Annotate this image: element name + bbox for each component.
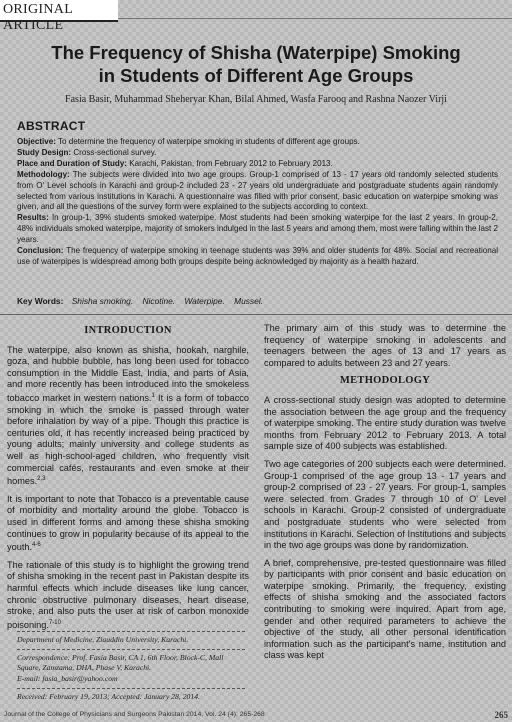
intro-paragraph-3: The rationale of this study is to highlight the growing trend of shisha smoking in the recent past in Pakistan despite its harmful effects which include diseases like lung cancer, chronic obstructive pulmonary diseases, heart disease, stroke, and also puts the user at risk of carbon monoxide poisoning.$^{7-10}$ [7,559,249,630]
article-title [0,41,512,87]
author-list: Fasia Basir, Muhammad Sheheryar Khan, Bilal Ahmed, Wasfa Farooq and Rashna Naozer Virji [65,94,447,105]
keyword-item: Mussel. [234,296,263,306]
section-label: ORIGINAL ARTICLE [3,2,73,33]
introduction-heading: INTRODUCTION [84,325,172,336]
footnote-divider [17,688,245,689]
keyword-item: Nicotine. [142,296,176,306]
title-line-2: in Students of Different Age Groups [98,65,414,86]
keywords-label: Key Words: [17,296,64,306]
methodology-paragraph-3: A brief, comprehensive, pre-tested questionnaire was filled by participants with prior consent and basic education on waterpipe smoking. Primarily, the frequency, existing effects of shisha smoking and the associated factors contributing to smoking were inquired. Apart from age, gender and other required parameters to achieve the objective of the study, all other personal identification information such as the participant's name, institution and class was kept [264,557,506,661]
header-rule [118,18,512,19]
intro-paragraph-2: It is important to note that Tobacco is a preventable cause of morbidity and mortality around the globe. Tobacco is used in different forms and among these shisha smoking continues to grow in popularity because of its appeal to the youth.$^{4-6}$ [7,493,249,553]
footnote-email: E-mail: fasia_basir@yahoo.com [17,674,118,684]
section-banner [0,0,118,33]
methodology-paragraph-2: Two age categories of 200 subjects each were determined. Group-1 comprised of the age group 13 - 17 years and group-2 comprised of 23 - 27 years. For group-1, samples were selected from Grades 7 through 10 of O' Level schools in Karachi. Group-2 consisted of undergraduate and postgraduate students who were selected from institutions in Karachi. Selection of Institutions and subjects in the two age groups was done by randomization. [264,458,506,551]
abstract-methodology: Methodology: The subjects were divided into two age groups. Group-1 comprised of 13 - 17 years old randomly selected students from O' Level schools in Karachi and group-2 included 23 - 27 years old undergraduate and postgraduate students again randomly selected from various institutions in Karachi. A questionnaire was filled with prior consent, basic education on waterpipe smoking was given, and all the questions of the survey form were explained to the subjects according to context. [17,169,498,212]
intro-paragraph-1: The waterpipe, also known as shisha, hookah, narghile, goza, and hubble bubble, has long been used for tobacco consumption in the Middle East, India, and parts of Asia, and more recently has been introduced into the smokeless tobacco market in western nations.$^1$ It is a form of tobacco smoking in which the smoke is passed through water before inhalation by way of a pipe. Though this practice is centuries old, it has recently increased being practiced by young adults; mainly university and college students as well as high-school-aged children, who frequently visit commercial cafés, restaurants and even smoke at their homes.$^{2,3}$ [7,344,250,487]
abstract-objective: Objective: To determine the frequency of waterpipe smoking in students of different age groups. [17,137,360,146]
page-number: 265 [494,710,508,720]
abstract-body [17,137,498,268]
page-footer [4,711,508,718]
right-column [264,323,506,668]
author-footnote [17,628,245,703]
abstract-conclusion: Conclusion: The frequency of waterpipe smoking in teenage students was 39% and older students for 48%. Social and recreational use of waterpipes is widespread among both groups despite being acknowledged by majority as a health hazard. [17,246,498,266]
section-divider [0,314,512,315]
methodology-heading: METHODOLOGY [339,375,431,387]
abstract-results: Results: In group-1, 39% students smoked waterpipe. Most students had been smoking waterpipe for the last 2 years. In group-2, 48% individuals smoked waterpipe, majority of smokers indulged in the last 5 years and among them, most were falling within the last 2 years. [17,213,498,245]
aim-paragraph: The primary aim of this study was to determine the frequency of waterpipe smoking in adolescents and teenagers between the ages of 13 and 17 years as compared to adults between 23 and 27 years. [264,323,506,368]
footnote-divider [17,631,245,632]
title-line-1: The Frequency of Shisha (Waterpipe) Smoking [51,42,461,63]
abstract-place: Place and Duration of Study: Karachi, Pakistan, from February 2012 to February 2013. [17,158,333,168]
methodology-paragraph-1: A cross-sectional study design was adopted to determine the association between the age group and the frequency of waterpipe smoking. The entire study duration was twelve months from February 2012 to February 2013. A total sample size of 400 subjects was established. [264,394,506,452]
footnote-received: Received: February 19, 2013; Accepted: January 28, 2014. [17,691,201,701]
abstract-heading: ABSTRACT [17,119,86,133]
keyword-item: Shisha smoking. [71,296,134,306]
journal-citation: Journal of the College of Physicians and Surgeons Pakistan 2014, Vol. 24 (4): 265-268 [4,711,265,718]
footnote-divider [17,649,245,650]
keywords [17,296,270,306]
left-column [7,323,249,638]
abstract-design: Study Design: Cross-sectional survey. [17,147,157,157]
keyword-item: Waterpipe. [184,296,225,306]
footnote-department: Department of Medicine, Ziauddin University, Karachi. [17,635,189,644]
footnote-correspondence: Correspondence: Prof. Fasia Basir, CA 1, 6th Floor, Block-C, Mall Square, Zamzama, DHA, Phase V, Karachi. [17,652,224,673]
